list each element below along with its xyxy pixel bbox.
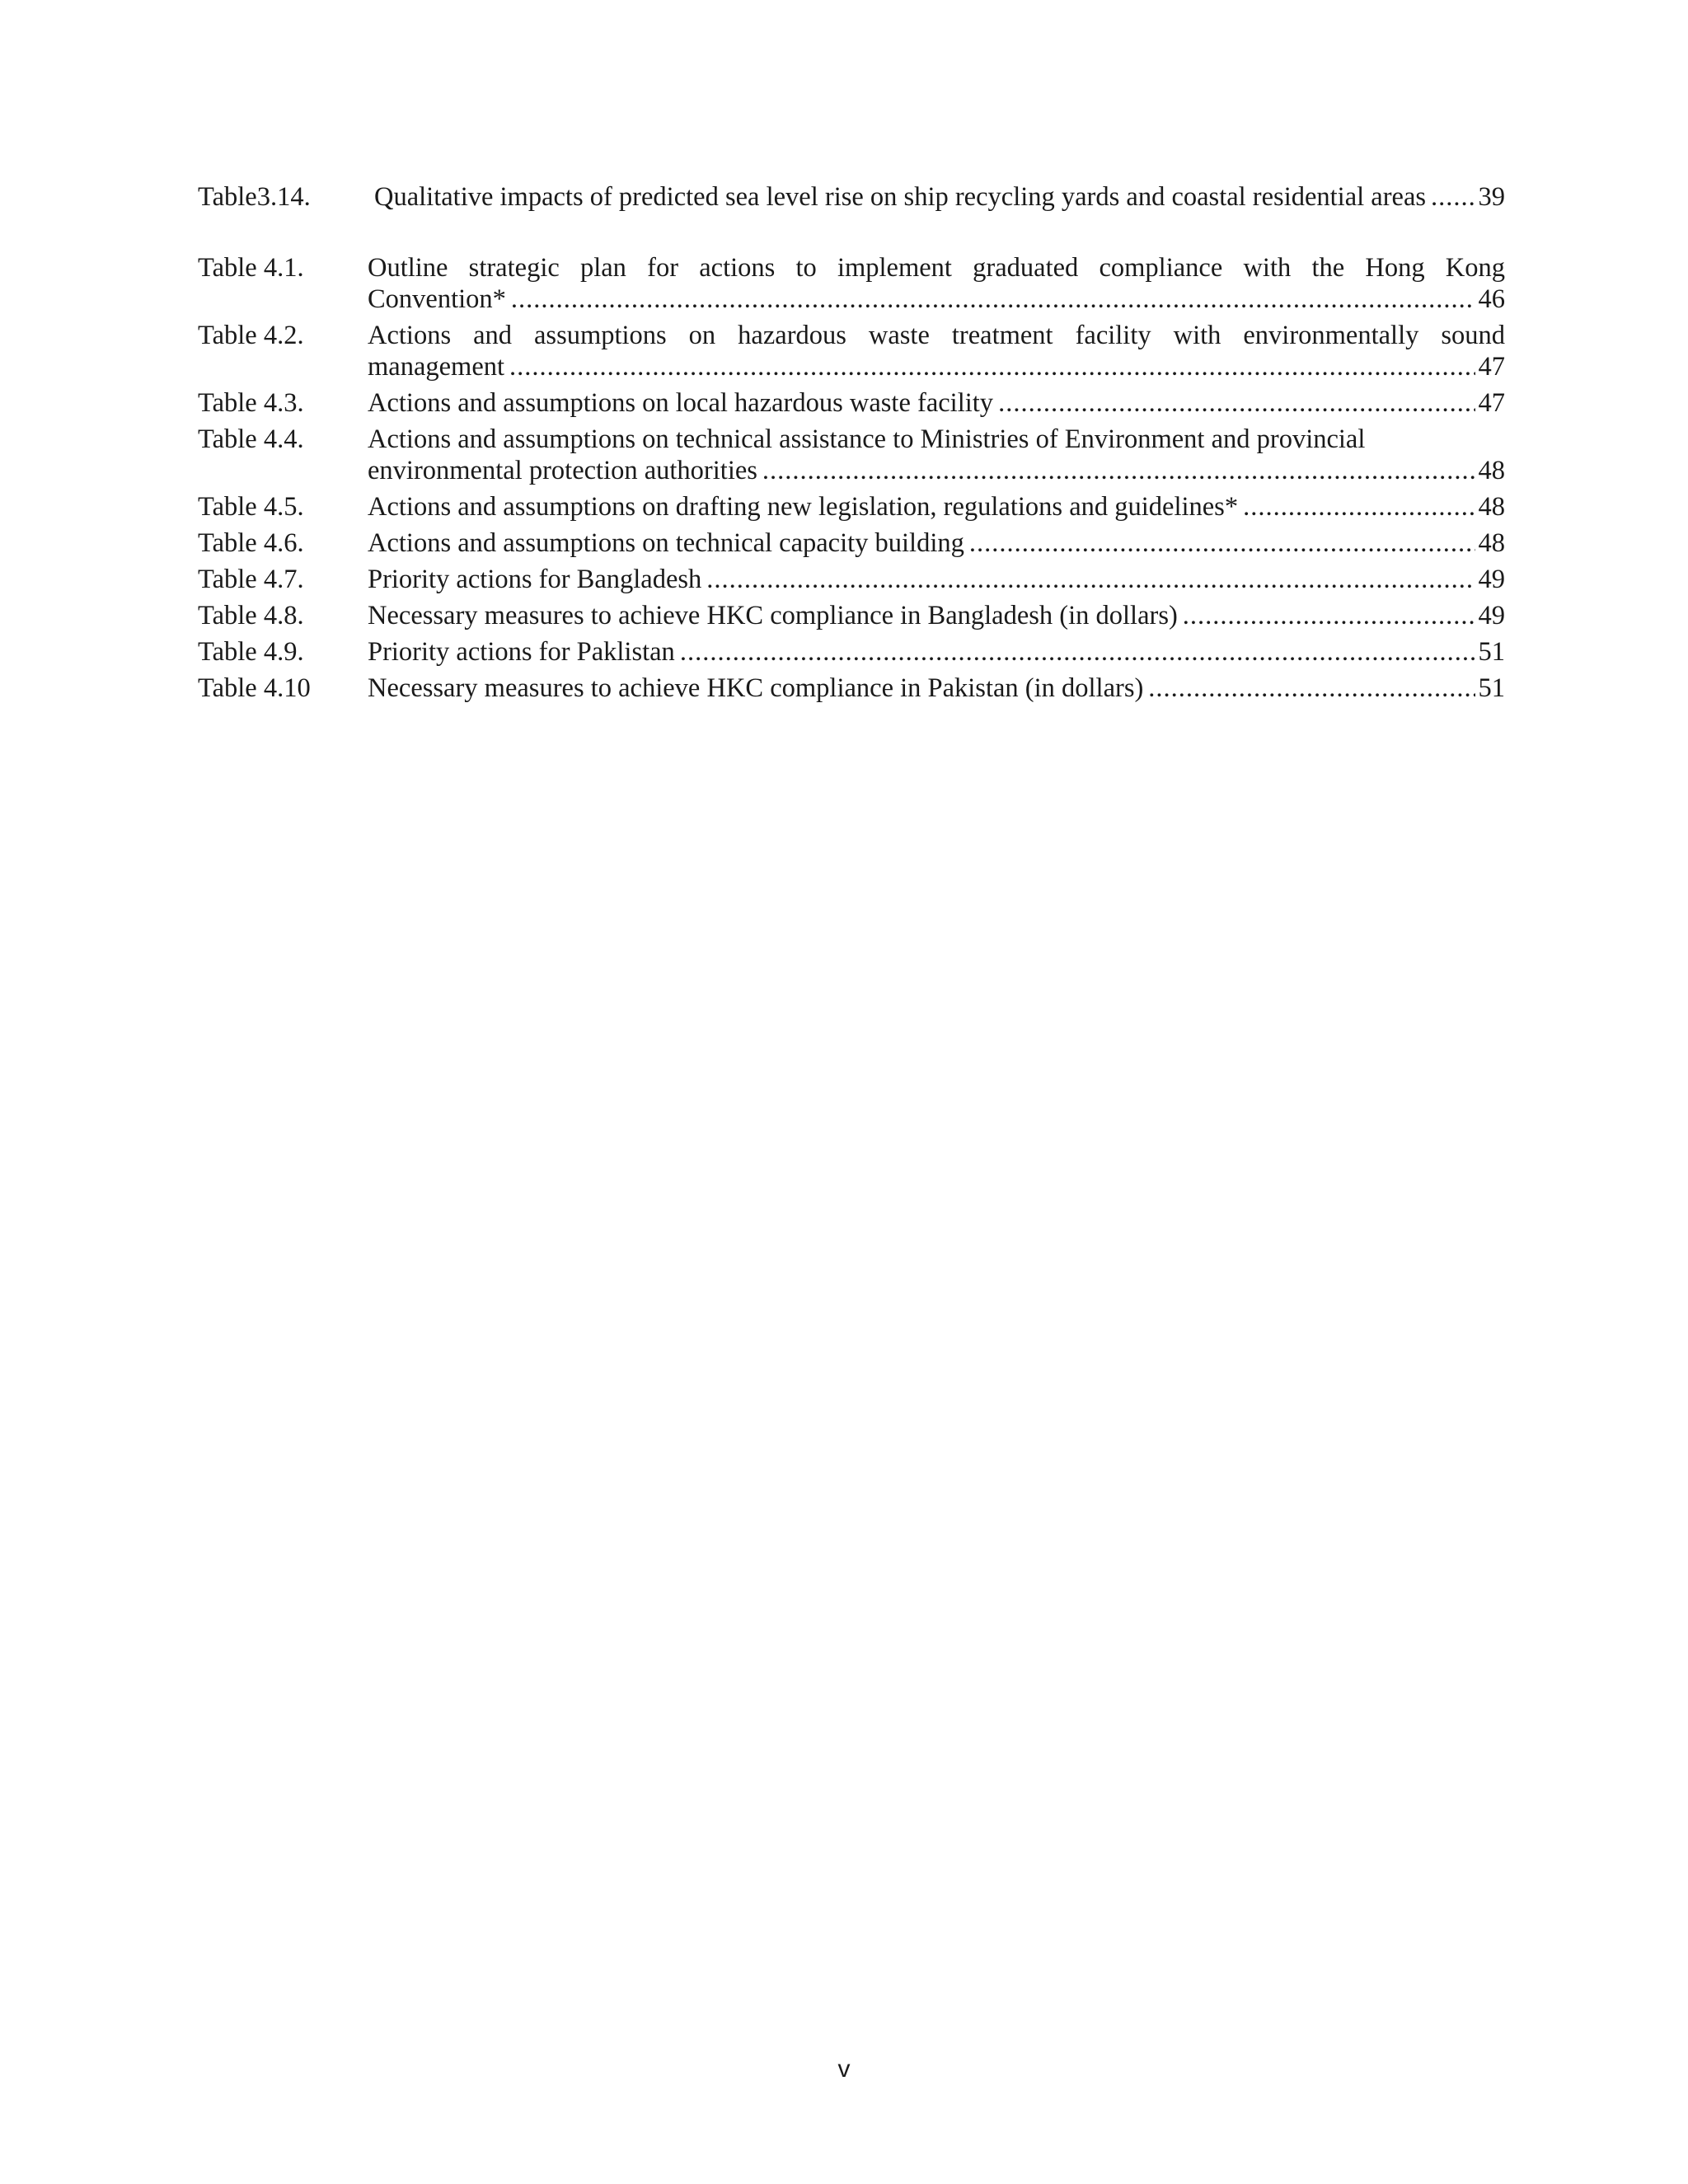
toc-entry-table-3-14[interactable]	[198, 181, 1505, 213]
toc-entry-label: Table 4.10	[198, 673, 311, 703]
toc-entry-title	[368, 564, 1505, 595]
dot-leader	[1243, 491, 1475, 523]
toc-entry-page-number: 51	[1478, 637, 1505, 667]
toc-entry-label: Table 4.6.	[198, 528, 304, 558]
dot-leader	[1431, 181, 1475, 213]
dot-leader	[509, 351, 1475, 382]
toc-entry-page-number: 47	[1478, 388, 1505, 418]
toc-entry-table-4-3[interactable]	[198, 387, 1505, 419]
toc-entry-title	[368, 181, 1505, 213]
toc-entry-table-4-4[interactable]	[198, 424, 1505, 486]
toc-entry-title	[368, 673, 1505, 704]
toc-entry-table-4-10[interactable]	[198, 673, 1505, 704]
toc-entry-table-4-8[interactable]	[198, 600, 1505, 631]
toc-entry-page-number: 39	[1478, 182, 1505, 212]
toc-entry-label: Table3.14.	[198, 182, 311, 212]
toc-entry-title	[368, 387, 1505, 419]
dot-leader	[969, 527, 1475, 559]
toc-entry-title	[368, 320, 1505, 382]
toc-entry-table-4-9[interactable]	[198, 636, 1505, 668]
toc-entry-table-4-6[interactable]	[198, 527, 1505, 559]
toc-entry-text-line-1: Actions and assumptions on technical assistance to Ministries of Environment and provincial	[368, 424, 1366, 454]
toc-entry-title	[368, 600, 1505, 631]
toc-entry-page-number: 51	[1478, 673, 1505, 703]
toc-entry-title	[368, 252, 1505, 315]
toc-entry-page-number: 49	[1478, 601, 1505, 630]
dot-leader	[1148, 673, 1475, 704]
toc-entry-table-4-7[interactable]	[198, 564, 1505, 595]
toc-entry-text: Actions and assumptions on technical capacity building	[368, 528, 964, 558]
toc-entry-title	[368, 424, 1505, 486]
toc-entry-page-number: 48	[1478, 492, 1505, 522]
toc-entry-table-4-5[interactable]	[198, 491, 1505, 523]
toc-entry-text: environmental protection authorities	[368, 456, 757, 485]
toc-entry-text: Qualitative impacts of predicted sea level rise on ship recycling yards and coastal residential areas	[374, 182, 1427, 212]
toc-entry-title	[368, 636, 1505, 668]
list-of-tables	[198, 181, 1505, 709]
dot-leader	[1183, 600, 1475, 631]
toc-entry-title	[368, 527, 1505, 559]
toc-entry-text: Priority actions for Paklistan	[368, 637, 675, 667]
toc-entry-page-number: 49	[1478, 565, 1505, 594]
toc-entry-table-4-2[interactable]	[198, 320, 1505, 382]
dot-leader	[511, 284, 1475, 315]
toc-entry-label: Table 4.3.	[198, 388, 304, 418]
dot-leader	[706, 564, 1475, 595]
toc-entry-text: Necessary measures to achieve HKC compliance in Bangladesh (in dollars)	[368, 601, 1178, 630]
toc-entry-label: Table 4.5.	[198, 492, 304, 522]
toc-entry-table-4-1[interactable]	[198, 252, 1505, 315]
toc-entry-text: Actions and assumptions on drafting new legislation, regulations and guidelines*	[368, 492, 1239, 522]
toc-entry-text: Convention*	[368, 284, 506, 314]
toc-entry-text: Necessary measures to achieve HKC compliance in Pakistan (in dollars)	[368, 673, 1144, 703]
toc-entry-label: Table 4.4.	[198, 424, 304, 454]
toc-entry-label: Table 4.7.	[198, 565, 304, 594]
page-footer-number: v	[837, 2055, 851, 2083]
toc-entry-text: management	[368, 352, 505, 382]
toc-entry-label: Table 4.2.	[198, 321, 304, 350]
dot-leader	[762, 455, 1475, 486]
toc-entry-label: Table 4.8.	[198, 601, 304, 630]
toc-entry-label: Table 4.1.	[198, 253, 304, 283]
toc-entry-text: Actions and assumptions on local hazardous waste facility	[368, 388, 994, 418]
toc-entry-text-line-1: Actions and assumptions on hazardous waste treatment facility with environmentally sound	[368, 321, 1505, 350]
dot-leader	[680, 636, 1475, 668]
toc-entry-title	[368, 491, 1505, 523]
toc-entry-page-number: 47	[1478, 352, 1505, 382]
toc-entry-text: Priority actions for Bangladesh	[368, 565, 702, 594]
toc-entry-page-number: 46	[1478, 284, 1505, 314]
dot-leader	[998, 387, 1475, 419]
toc-entry-page-number: 48	[1478, 528, 1505, 558]
toc-entry-label: Table 4.9.	[198, 637, 304, 667]
toc-entry-page-number: 48	[1478, 456, 1505, 485]
toc-entry-text-line-1: Outline strategic plan for actions to implement graduated compliance with the Hong Kong	[368, 253, 1505, 283]
